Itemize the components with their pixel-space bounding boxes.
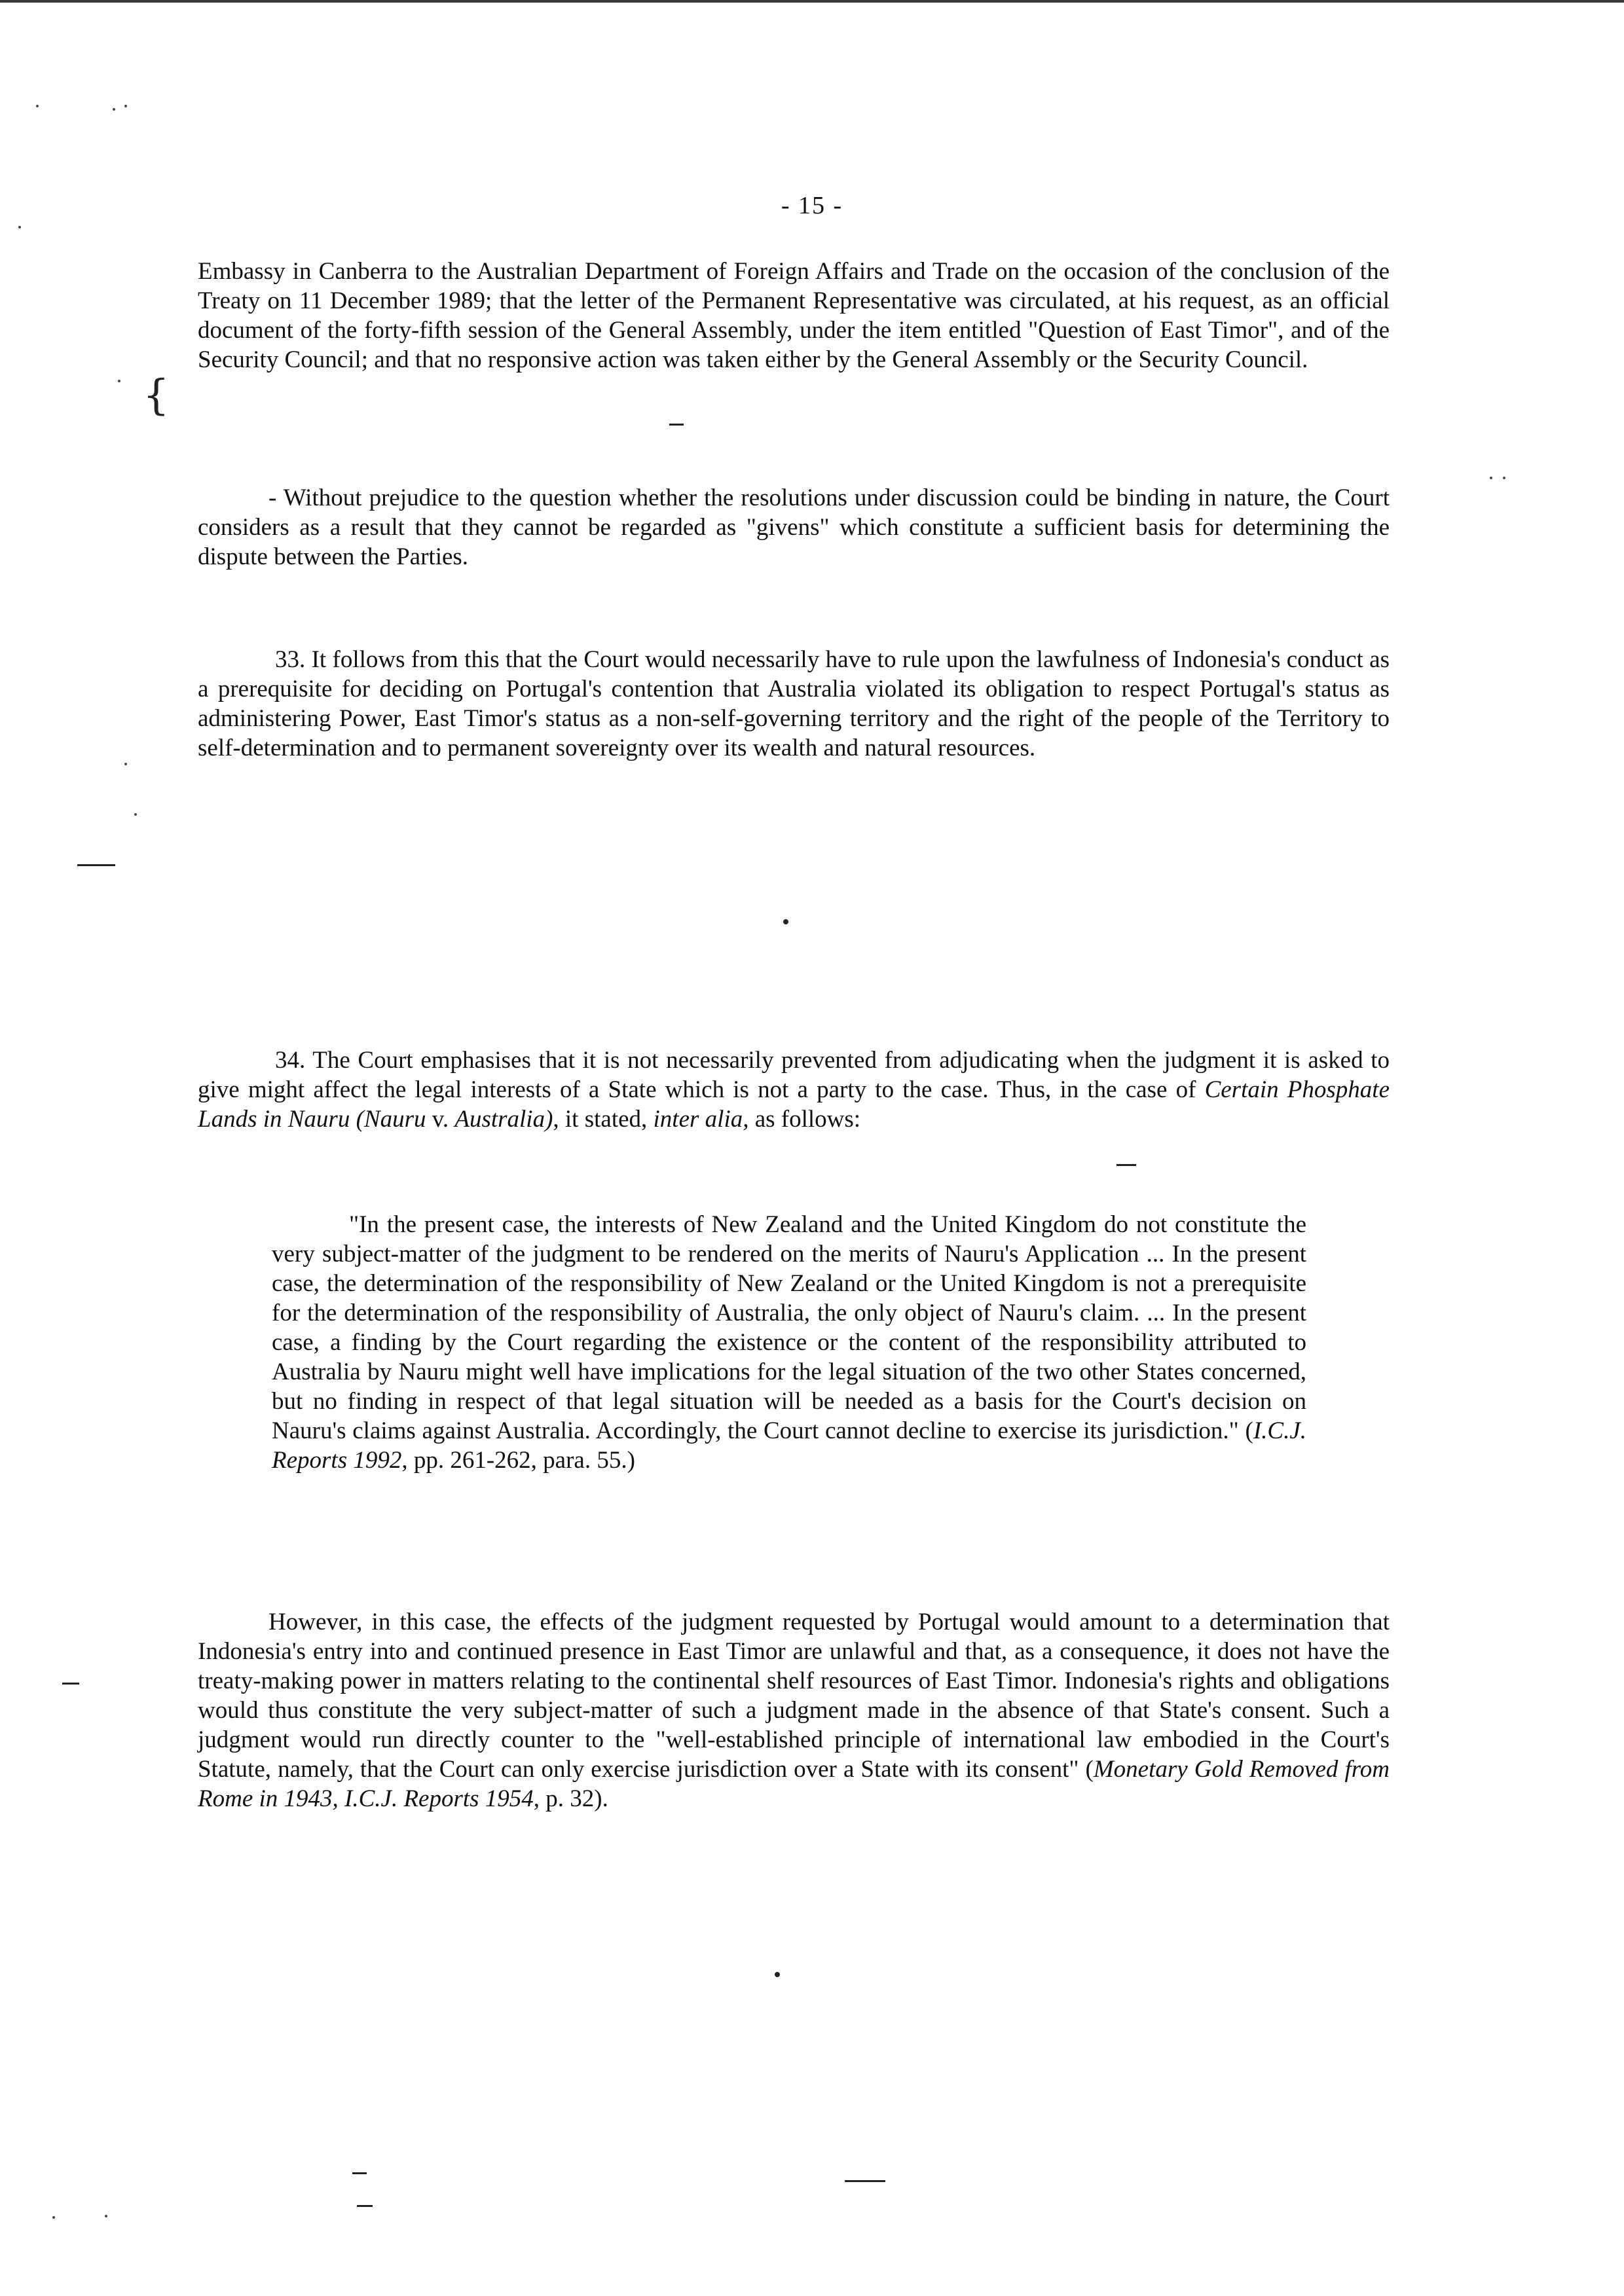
left-margin-dash-mark	[62, 1683, 79, 1685]
center-dot-mark-2	[775, 1972, 780, 1977]
paragraph-however-reference: Monetary Gold Removed from Rome in 1943, I.C.J. Reports 1954	[198, 1756, 1390, 1812]
scan-speck	[36, 105, 39, 107]
block-quote	[272, 1210, 1306, 1475]
bottom-left-dash-mark	[357, 2205, 373, 2207]
scan-speck	[1490, 477, 1492, 479]
paragraph-34-intro: 34. The Court emphasises that it is not necessarily prevented from adjudicating when the judgment it is asked to give might affect the legal interests of a State which is not a party to the case. Thus, in the case of	[198, 1047, 1390, 1103]
center-dot-mark	[783, 919, 788, 924]
paragraph-34-case-name-2: Australia)	[454, 1106, 553, 1133]
block-quote-text: "In the present case, the interests of New Zealand and the United Kingdom do not constitute the very subject-matter of the judgment to be rendered on the merits of Nauru's Application ... In the present case, the determination of the responsibility of New Zealand or the United Kingdom is not a prerequisite for the determination of the responsibility of Australia, the only object of Nauru's claim. ... In the present case, a finding by the Court regarding the existence or the content of the responsibility attributed to Australia by Nauru might well have implications for the legal situation of the two other States concerned, but no finding in respect of that legal situation will be needed as a basis for the Court's decision on Nauru's claims against Australia. Accordingly, the Court cannot decline to exercise its jurisdiction." (	[272, 1211, 1306, 1444]
block-quote-reference: I.C.J. Reports 1992	[272, 1417, 1306, 1474]
paragraph-without-prejudice: - Without prejudice to the question whether the resolutions under discussion could be binding in nature, the Court considers as a result that they cannot be regarded as "givens" which constitute a sufficient basis for determining the dispute between the Parties.	[198, 484, 1390, 570]
scan-speck	[1503, 477, 1505, 479]
scan-speck	[118, 380, 120, 382]
page-number: - 15 -	[781, 192, 843, 219]
paragraph-however-text: However, in this case, the effects of the judgment requested by Portugal would amount to a determination that Indonesia's entry into and continued presence in East Timor are unlawful and that, as a consequence, it does not have the treaty-making power in matters relating to the continental shelf resources of East Timor. Indonesia's rights and obligations would thus constitute the very subject-matter of such a judgment made in the absence of that State's consent. Such a judgment would run directly counter to the "well-established principle of international law embodied in the Court's Statute, namely, that the Court can only exercise jurisdiction over a State with its consent" (	[198, 1609, 1390, 1783]
scan-top-edge	[0, 0, 1624, 3]
paragraph-34-mid: , it stated,	[553, 1106, 654, 1133]
stray-dash-mark-2	[1116, 1164, 1136, 1166]
bottom-dash-mark	[845, 2180, 885, 2182]
scan-speck	[124, 105, 127, 107]
paragraph-34-versus: v.	[426, 1106, 455, 1133]
paragraph-continued: Embassy in Canberra to the Australian Department of Foreign Affairs and Trade on the occasion of the conclusion of the Treaty on 11 December 1989; that the letter of the Permanent Representative was circulated, at his request, as an official document of the forty-fifth session of the General Assembly, under the item entitled "Question of East Timor", and of the Security Council; and that no responsive action was taken either by the General Assembly or the Security Council.	[198, 258, 1390, 373]
scan-speck	[124, 763, 127, 765]
paragraph-34-case-name: Certain Phosphate Lands in Nauru (Nauru	[198, 1076, 1390, 1133]
paragraph-34-end: as follows:	[748, 1106, 861, 1133]
block-quote-tail: , pp. 261-262, para. 55.)	[401, 1447, 635, 1474]
margin-dash-mark	[77, 864, 115, 866]
paragraph-34	[198, 1046, 1390, 1134]
scan-speck	[113, 108, 115, 111]
paragraph-however	[198, 1607, 1390, 1813]
bottom-left-dash-mark-2	[352, 2172, 367, 2174]
margin-bracket-mark: {	[143, 371, 170, 420]
stray-dash-mark	[669, 424, 684, 426]
paragraph-33: 33. It follows from this that the Court would necessarily have to rule upon the lawfulness of Indonesia's conduct as a prerequisite for deciding on Portugal's contention that Australia violated its obligation to respect Portugal's status as administering Power, East Timor's status as a non-self-governing territory and the right of the people of the Territory to self-determination and to permanent sovereignty over its wealth and natural resources.	[198, 646, 1390, 761]
scan-speck	[105, 2215, 107, 2217]
scan-speck	[18, 226, 21, 228]
scan-speck	[134, 813, 137, 816]
paragraph-34-inter-alia: inter alia,	[653, 1106, 749, 1133]
scan-speck	[52, 2216, 55, 2219]
paragraph-however-tail: , p. 32).	[533, 1785, 608, 1812]
